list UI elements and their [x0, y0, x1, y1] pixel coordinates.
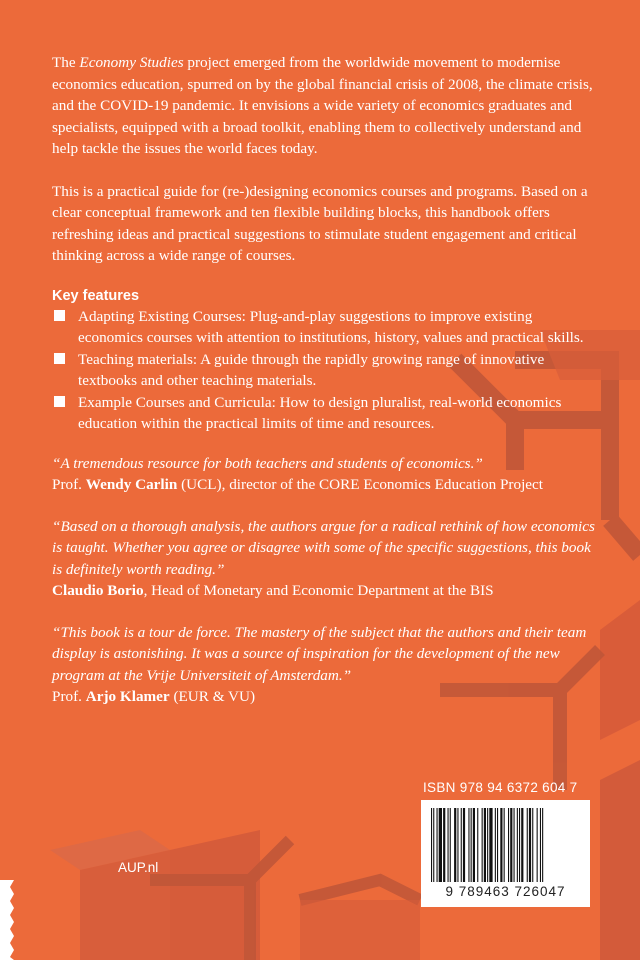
feature-text: Adapting Existing Courses: Plug-and-play suggestions to improve existing economics courses with attention to institutions, history, values and practical skills. — [78, 307, 584, 346]
publisher-url[interactable]: AUP.nl — [118, 860, 159, 875]
endorser-name: Wendy Carlin — [85, 476, 178, 493]
endorsement-quote — [52, 622, 597, 708]
key-features-heading: Key features — [52, 287, 140, 304]
feature-text: Example Courses and Curricula: How to design pluralist, real-world economics education within the practical limits of time and resources. — [78, 393, 562, 432]
square-bullet-icon — [54, 353, 65, 364]
endorser-name: Claudio Borio — [52, 582, 144, 599]
quote-attribution — [52, 686, 597, 708]
feature-item — [52, 306, 597, 349]
intro-paragraph — [52, 52, 597, 160]
square-bullet-icon — [54, 396, 65, 407]
intro-lead: The — [52, 54, 80, 71]
isbn-label: ISBN 978 94 6372 604 7 — [423, 780, 578, 795]
key-features-list — [52, 306, 597, 435]
feature-item — [52, 392, 597, 435]
back-cover-text — [52, 52, 597, 728]
quote-text: “This book is a tour de force. The mastery of the subject that the authors and their team display is astonishing. It was a source of inspiration for the development of the new program at the Vrije Universiteit of Amsterdam.” — [52, 623, 587, 684]
project-name: Economy Studies — [79, 54, 184, 71]
endorsement-quote — [52, 453, 597, 496]
barcode — [421, 800, 590, 907]
endorser-name: Arjo Klamer — [85, 688, 170, 705]
square-bullet-icon — [54, 310, 65, 321]
attribution-prefix: Prof. — [52, 476, 86, 493]
quote-text: “Based on a thorough analysis, the authors argue for a radical rethink of how economics is taught. Whether you agree or disagree with some of the specific suggestions, this book is definitely worth reading.” — [52, 517, 595, 578]
endorser-affiliation: (UCL), director of the CORE Economics Education Project — [177, 476, 543, 493]
feature-text: Teaching materials: A guide through the rapidly growing range of innovative textbooks and other teaching materials. — [78, 350, 545, 389]
quote-attribution — [52, 580, 597, 602]
endorser-affiliation: (EUR & VU) — [169, 688, 256, 705]
quote-text: “A tremendous resource for both teachers and students of economics.” — [52, 454, 483, 472]
barcode-number: 9 789463 726047 — [445, 884, 566, 899]
attribution-prefix: Prof. — [52, 688, 86, 705]
quote-attribution — [52, 474, 597, 496]
guide-paragraph: This is a practical guide for (re-)designing economics courses and programs. Based on a clear conceptual framework and ten flexible building blocks, this handbook offers refreshing ideas and practical suggestions to stimulate student engagement and critical thinking across a wide range of courses. — [52, 182, 588, 264]
endorser-affiliation: , Head of Monetary and Economic Department at the BIS — [143, 582, 494, 599]
endorsement-quote — [52, 516, 597, 602]
feature-item — [52, 349, 597, 392]
intro-rest: project emerged from the worldwide movement to modernise economics education, spurred on by the global financial crisis of 2008, the climate crisis, and the COVID-19 pandemic. It envisions a wide variety of economics graduates and specialists, equipped with a broad toolkit, enabling them to collectively understand and help tackle the issues the world faces today. — [52, 54, 593, 157]
